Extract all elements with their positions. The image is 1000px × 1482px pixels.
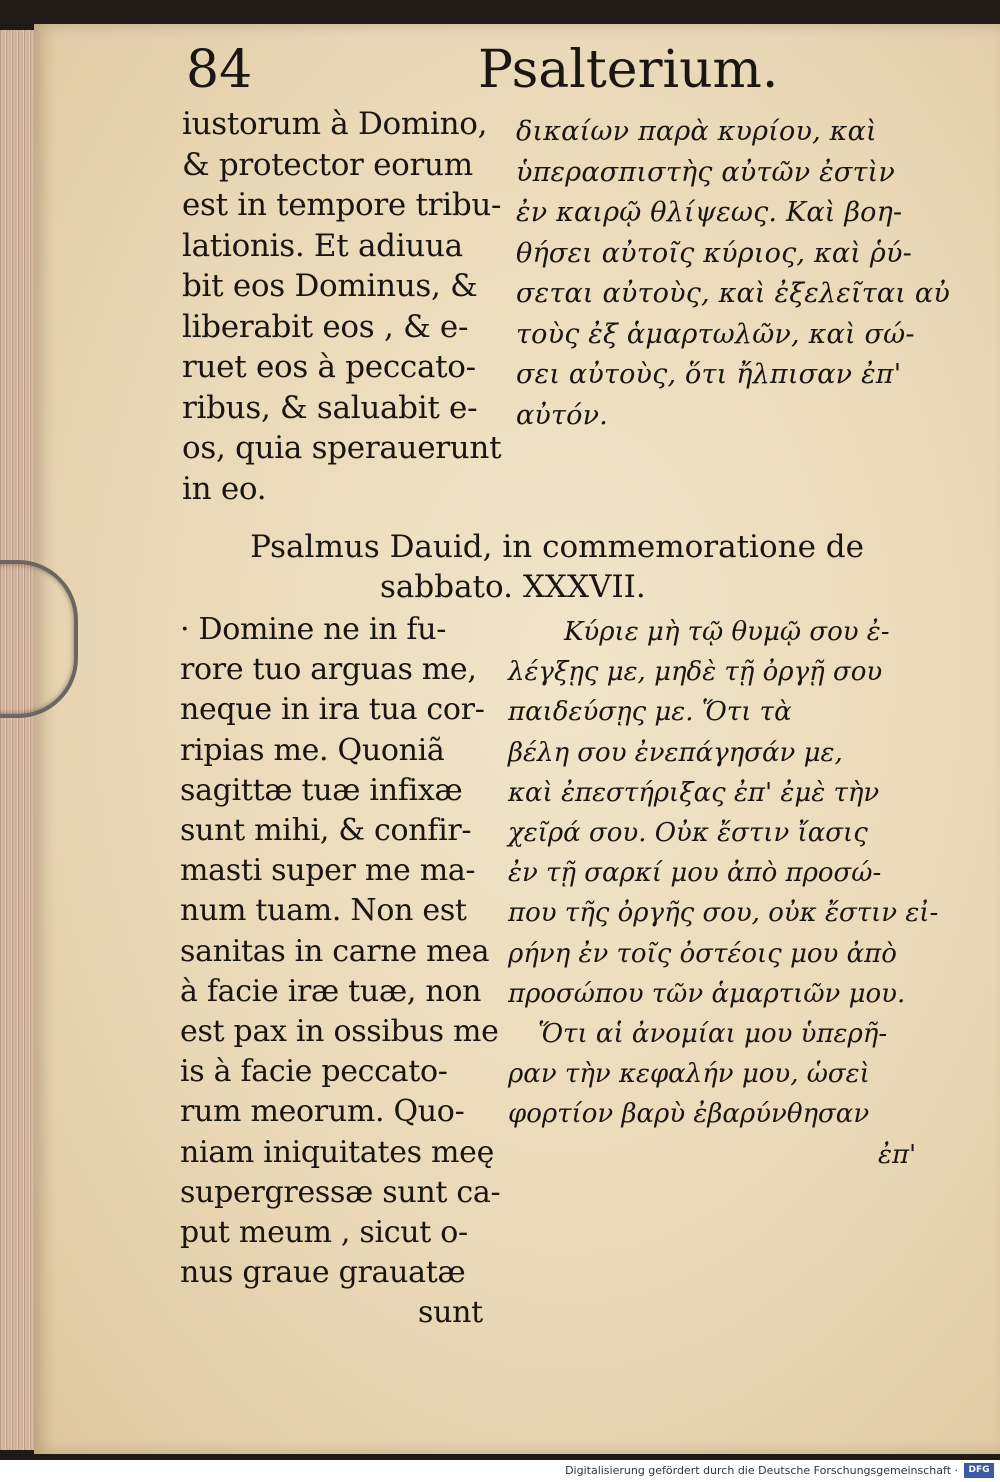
text-line: ribus, & saluabit e- bbox=[182, 389, 478, 426]
text-line: προσώπου τῶν ἁμαρτιῶν μου. bbox=[508, 978, 906, 1009]
text-line: sunt mihi, & confir- bbox=[180, 813, 472, 849]
text-line: in eo. bbox=[182, 470, 267, 507]
text-line: os, quia sperauerunt bbox=[182, 430, 502, 466]
digitization-footer bbox=[0, 1460, 1000, 1482]
text-line: βέλη σου ἐνεπάγησάν με, bbox=[508, 737, 843, 768]
text-line: δικαίων παρὰ κυρίου, καὶ bbox=[516, 116, 877, 147]
text-line: niam iniquitates meę bbox=[180, 1134, 495, 1170]
text-line: masti super me ma- bbox=[180, 853, 476, 889]
text-line: neque in ira tua cor- bbox=[180, 692, 485, 728]
text-line: θήσει αὐτοῖς κύριος, καὶ ῥύ- bbox=[516, 237, 912, 269]
text-line: est in tempore tribu- bbox=[182, 187, 502, 223]
text-line: bit eos Dominus, & bbox=[182, 268, 478, 304]
running-title: Psalterium. bbox=[478, 40, 779, 100]
text-line: à facie iræ tuæ, non bbox=[180, 973, 482, 1009]
text-line: ρήνη ἐν τοῖς ὀστέοις μου ἀπὸ bbox=[508, 938, 897, 969]
latin-column-top bbox=[182, 104, 501, 509]
text-line: num tuam. Non est bbox=[180, 893, 467, 929]
text-line: & protector eorum bbox=[182, 146, 473, 183]
text-line: sagittæ tuæ infixæ bbox=[180, 772, 463, 808]
text-line: rore tuo arguas me, bbox=[180, 652, 477, 688]
text-line: ἐν τῇ σαρκί μου ἀπὸ προσώ- bbox=[508, 858, 882, 889]
text-line: ὑπερασπιστὴς αὐτῶν ἐστὶν bbox=[516, 156, 896, 188]
text-line: αὐτόν. bbox=[516, 399, 609, 431]
text-line: που τῆς ὀργῆς σου, οὐκ ἔστιν εἰ- bbox=[508, 898, 939, 929]
text-line: ripias me. Quoniã bbox=[180, 732, 445, 768]
text-line: put meum , sicut o- bbox=[180, 1215, 468, 1251]
text-line: est pax in ossibus me bbox=[180, 1014, 499, 1050]
text-line: lationis. Et adiuua bbox=[182, 227, 463, 264]
text-line: τοὺς ἐξ ἁμαρτωλῶν, καὶ σώ- bbox=[516, 318, 915, 350]
text-line: σει αὐτοὺς, ὅτι ἤλπισαν ἐπ' bbox=[516, 359, 902, 390]
psalm-heading-line: Psalmus Dauid, in commemoratione de bbox=[250, 529, 864, 565]
psalm-heading bbox=[180, 527, 940, 607]
text-line: supergressæ sunt ca- bbox=[180, 1174, 501, 1210]
text-line: · Domine ne in fu- bbox=[180, 612, 447, 647]
text-line: nus graue grauatæ bbox=[180, 1255, 466, 1291]
text-line: ραν τὴν κεφαλήν μου, ὡσεὶ bbox=[508, 1059, 870, 1090]
psalm-heading-line: sabbato. XXXVII. bbox=[380, 569, 646, 605]
text-line: sanitas in carne mea bbox=[180, 933, 490, 969]
catchword: ἐπ' bbox=[878, 1139, 917, 1170]
text-line: ruet eos à peccato- bbox=[182, 349, 476, 385]
text-line: χεῖρά σου. Οὐκ ἔστιν ἴασις bbox=[508, 818, 868, 849]
page-header bbox=[0, 34, 1000, 104]
catchword: sunt bbox=[418, 1295, 483, 1331]
text-line: is à facie peccato- bbox=[180, 1054, 448, 1090]
text-line: φορτίον βαρὺ ἐβαρύνθησαν bbox=[508, 1099, 870, 1130]
funding-credit: Digitalisierung gefördert durch die Deutsche Forschungsgemeinschaft · bbox=[565, 1464, 958, 1477]
text-line: ἐν καιρῷ θλίψεως. Καὶ βοη- bbox=[516, 197, 903, 228]
text-line: iustorum à Domino, bbox=[182, 106, 488, 142]
greek-column-bottom bbox=[508, 612, 938, 1175]
text-line: rum meorum. Quo- bbox=[180, 1094, 465, 1130]
text-line: liberabit eos , & e- bbox=[182, 308, 469, 345]
text-line: Ὅτι αἱ ἀνομίαι μου ὑπερῆ- bbox=[538, 1019, 888, 1050]
greek-column-top bbox=[516, 112, 950, 436]
dfg-logo: DFG bbox=[964, 1463, 994, 1478]
latin-column-bottom bbox=[180, 610, 500, 1334]
text-line: Κύριε μὴ τῷ θυμῷ σου ἐ- bbox=[564, 617, 890, 647]
text-line: λέγξῃς με, μηδὲ τῇ ὀργῇ σου bbox=[508, 657, 883, 688]
text-line: παιδεύσῃς με. Ὅτι τὰ bbox=[508, 697, 792, 728]
text-line: καὶ ἐπεστήριξας ἐπ' ἐμὲ τὴν bbox=[508, 777, 880, 808]
text-line: σεται αὐτοὺς, καὶ ἐξελεῖται αὐ bbox=[516, 278, 950, 309]
page-number: 84 bbox=[186, 40, 253, 100]
